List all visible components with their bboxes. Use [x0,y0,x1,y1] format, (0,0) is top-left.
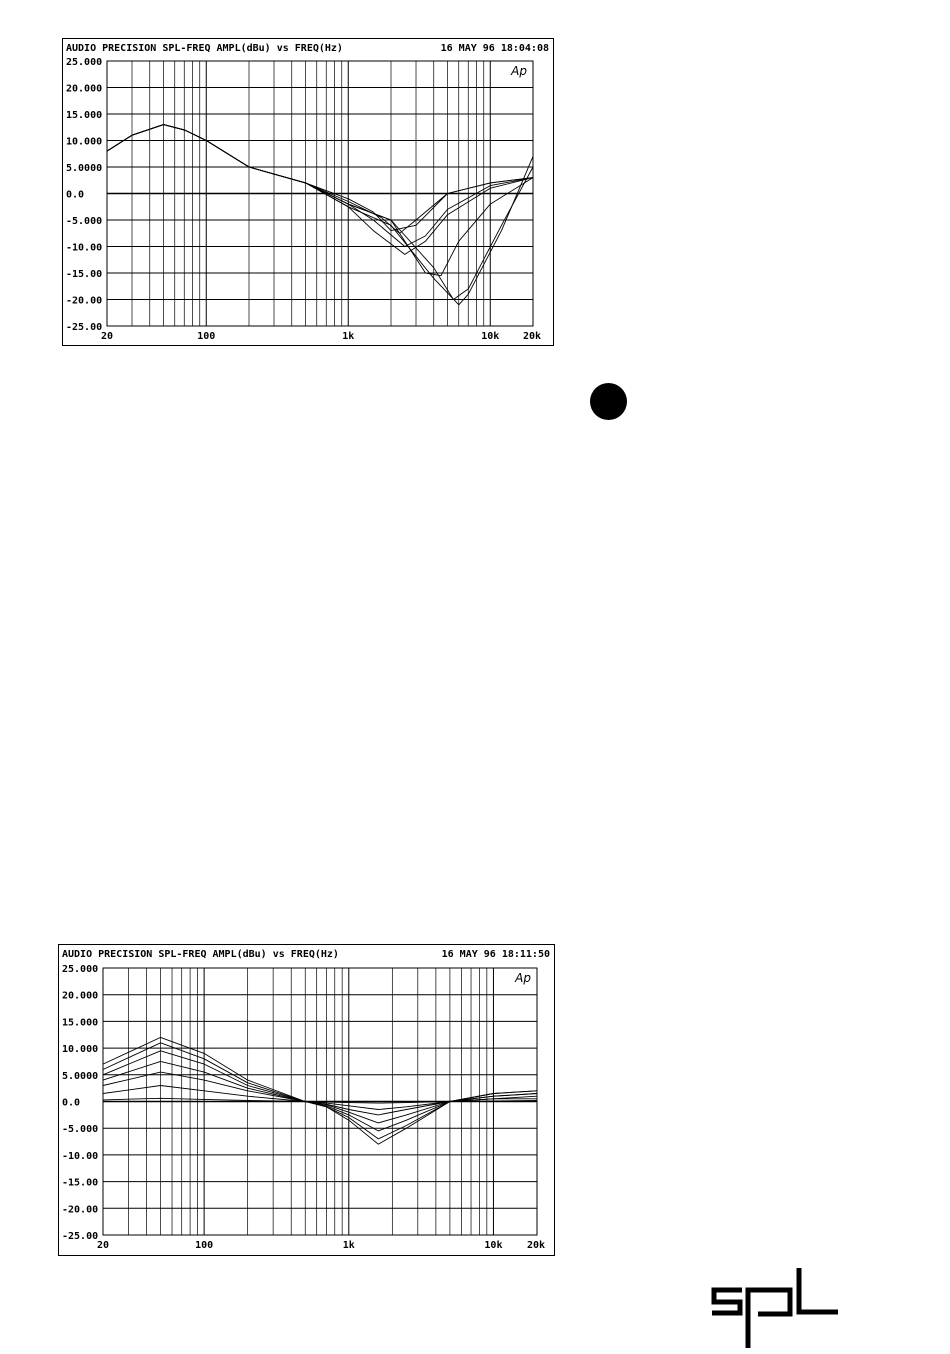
chart-header-timestamp: 16 MAY 96 18:11:50 [441,949,550,960]
x-tick-label: 1k [342,331,355,342]
x-tick-label: 100 [197,331,216,342]
y-tick-label: -20.00 [66,295,103,307]
frequency-response-chart-1 [62,38,554,346]
chart-header-title: AUDIO PRECISION SPL-FREQ AMPL(dBu) vs FREQ(Hz) [66,43,343,54]
series-line-5 [107,125,533,276]
series-line-7 [107,125,533,305]
frequency-response-chart-2 [58,944,555,1256]
y-tick-label: -25.00 [62,1231,99,1242]
x-tick-label: 10k [481,331,500,342]
chart-header-title: AUDIO PRECISION SPL-FREQ AMPL(dBu) vs FREQ(Hz) [62,949,339,960]
ap-badge: Ap [515,971,531,985]
spl-logo [708,1268,840,1354]
x-tick-label: 10k [484,1240,503,1251]
y-tick-label: 15.000 [66,110,103,121]
y-tick-label: -20.00 [62,1204,99,1216]
x-tick-label: 20k [526,1240,545,1251]
y-tick-label: -5.000 [66,216,103,227]
x-tick-label: 20 [100,331,114,342]
x-tick-label: 100 [195,1240,214,1251]
y-tick-label: 0.0 [62,1097,81,1109]
spl-logo-mark [708,1268,840,1350]
chart-2-plot [59,945,554,1255]
y-tick-label: 25.000 [62,964,99,975]
y-tick-label: 10.000 [66,136,103,148]
y-tick-label: 5.0000 [62,1070,99,1082]
y-tick-label: 0.0 [66,189,85,201]
y-tick-label: 25.000 [66,57,103,68]
x-tick-label: 1k [342,1240,355,1251]
y-tick-label: -25.00 [66,322,103,333]
page-marker-dot [590,383,627,420]
y-tick-label: 10.000 [62,1044,99,1056]
y-tick-label: 20.000 [66,83,103,95]
chart-header-timestamp: 16 MAY 96 18:04:08 [440,43,549,54]
series-line-2 [103,1043,537,1139]
ap-badge: Ap [511,64,527,78]
series-line-4 [103,1061,537,1123]
y-tick-label: 20.000 [62,990,99,1002]
y-tick-label: 15.000 [62,1017,99,1029]
x-tick-label: 20 [96,1240,110,1251]
y-tick-label: -10.00 [66,242,103,254]
y-tick-label: -10.00 [62,1150,99,1162]
chart-1-plot [63,39,553,345]
series-line-5 [103,1072,537,1115]
y-tick-label: -15.00 [66,269,103,280]
grid [107,61,533,326]
y-tick-label: -5.000 [62,1124,99,1136]
x-tick-label: 20k [522,331,541,342]
y-tick-label: 5.0000 [66,163,103,174]
series-line-3 [107,125,533,247]
y-tick-label: -15.00 [62,1177,99,1189]
